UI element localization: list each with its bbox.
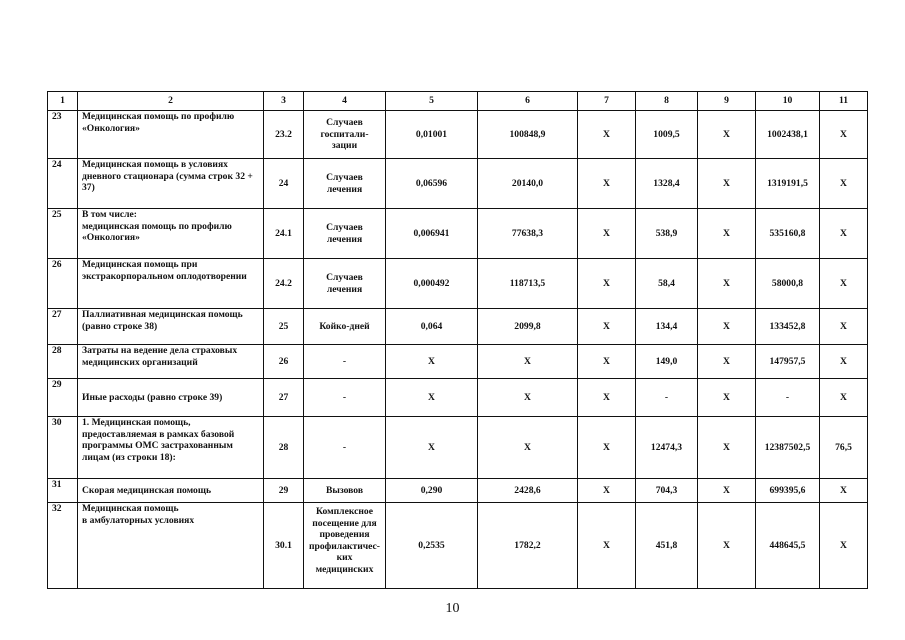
unit-cell: Случаев лечения — [304, 259, 386, 309]
table-cell: 538,9 — [636, 209, 698, 259]
row-name: Медицинская помощь в амбулаторных условиях — [78, 503, 264, 589]
table-cell: 0,290 — [386, 479, 478, 503]
table-cell: Х — [820, 259, 868, 309]
table-cell: 0,2535 — [386, 503, 478, 589]
unit-cell: - — [304, 417, 386, 479]
table-row — [48, 259, 868, 309]
table-cell: Х — [698, 417, 756, 479]
row-name: В том числе: медицинская помощь по профилю «Онкология» — [78, 209, 264, 259]
table-cell: Х — [698, 345, 756, 379]
unit-cell: - — [304, 379, 386, 417]
table-cell: 149,0 — [636, 345, 698, 379]
column-header: 10 — [756, 92, 820, 111]
table-cell: 58,4 — [636, 259, 698, 309]
table-row — [48, 479, 868, 503]
table-cell: Х — [820, 379, 868, 417]
row-number: 26 — [48, 259, 78, 309]
table-cell: Х — [698, 379, 756, 417]
table-cell: 76,5 — [820, 417, 868, 479]
table-cell: 0,006941 — [386, 209, 478, 259]
table-cell: - — [636, 379, 698, 417]
column-header: 11 — [820, 92, 868, 111]
table-cell: 451,8 — [636, 503, 698, 589]
table-cell: Х — [698, 111, 756, 159]
unit-cell: Койко-дней — [304, 309, 386, 345]
table-cell: Х — [578, 345, 636, 379]
column-header: 2 — [78, 92, 264, 111]
column-header: 3 — [264, 92, 304, 111]
unit-cell: Случаев лечения — [304, 209, 386, 259]
table-cell: Х — [578, 417, 636, 479]
table-cell: Х — [698, 209, 756, 259]
table-cell: Х — [478, 345, 578, 379]
document-table — [47, 91, 868, 589]
column-header: 9 — [698, 92, 756, 111]
row-name: Медицинская помощь по профилю «Онкология» — [78, 111, 264, 159]
row-number: 32 — [48, 503, 78, 589]
table-row — [48, 345, 868, 379]
unit-cell: Случаев лечения — [304, 159, 386, 209]
column-header: 8 — [636, 92, 698, 111]
table-cell: 20140,0 — [478, 159, 578, 209]
table-cell: 77638,3 — [478, 209, 578, 259]
table-cell: - — [756, 379, 820, 417]
row-name: Затраты на ведение дела страховых медицинских организаций — [78, 345, 264, 379]
unit-cell: Случаев госпитали-зации — [304, 111, 386, 159]
table-cell: 29 — [264, 479, 304, 503]
table-cell: 2428,6 — [478, 479, 578, 503]
table-cell: 100848,9 — [478, 111, 578, 159]
row-number: 30 — [48, 417, 78, 479]
table-cell: 448645,5 — [756, 503, 820, 589]
table-cell: 23.2 — [264, 111, 304, 159]
table-cell: Х — [578, 479, 636, 503]
header-row — [48, 92, 868, 111]
table-cell: 147957,5 — [756, 345, 820, 379]
row-number: 25 — [48, 209, 78, 259]
table-row — [48, 209, 868, 259]
unit-cell: Комплексное посещение для проведения профилактичес-ких медицинских — [304, 503, 386, 589]
row-name: Иные расходы (равно строке 39) — [78, 379, 264, 417]
table-cell: Х — [698, 159, 756, 209]
column-header: 6 — [478, 92, 578, 111]
table-cell: 25 — [264, 309, 304, 345]
table-cell: 0,06596 — [386, 159, 478, 209]
row-name: Скорая медицинская помощь — [78, 479, 264, 503]
table-cell: 12387502,5 — [756, 417, 820, 479]
table-cell: 24.1 — [264, 209, 304, 259]
table-cell: 1328,4 — [636, 159, 698, 209]
table-cell: Х — [820, 503, 868, 589]
table-cell: Х — [386, 417, 478, 479]
row-name: 1. Медицинская помощь, предоставляемая в рамках базовой программы ОМС застрахованным лицам (из строки 18): — [78, 417, 264, 479]
table-cell: Х — [820, 209, 868, 259]
table-cell: Х — [578, 379, 636, 417]
table-cell: 1002438,1 — [756, 111, 820, 159]
unit-cell: Вызовов — [304, 479, 386, 503]
page-number: 10 — [445, 601, 460, 616]
table-cell: Х — [698, 309, 756, 345]
table-cell: Х — [820, 111, 868, 159]
table-cell: 12474,3 — [636, 417, 698, 479]
table-row — [48, 379, 868, 417]
table-cell: 118713,5 — [478, 259, 578, 309]
column-header: 4 — [304, 92, 386, 111]
table-cell: 0,01001 — [386, 111, 478, 159]
table-cell: Х — [698, 503, 756, 589]
table-cell: 0,000492 — [386, 259, 478, 309]
table-cell: Х — [820, 159, 868, 209]
table-row — [48, 309, 868, 345]
row-name: Медицинская помощь при экстракорпоральном оплодотворении — [78, 259, 264, 309]
table-cell: Х — [386, 379, 478, 417]
table-cell: Х — [698, 259, 756, 309]
table-cell: 24 — [264, 159, 304, 209]
table-cell: Х — [578, 309, 636, 345]
unit-cell: - — [304, 345, 386, 379]
table-cell: 1782,2 — [478, 503, 578, 589]
table-cell: Х — [820, 309, 868, 345]
row-number: 29 — [48, 379, 78, 417]
row-number: 24 — [48, 159, 78, 209]
table-cell: 27 — [264, 379, 304, 417]
table-row — [48, 159, 868, 209]
table-cell: Х — [386, 345, 478, 379]
table-cell: 535160,8 — [756, 209, 820, 259]
table-cell: 0,064 — [386, 309, 478, 345]
column-header: 5 — [386, 92, 478, 111]
table-cell: 699395,6 — [756, 479, 820, 503]
row-name: Медицинская помощь в условиях дневного стационара (сумма строк 32 + 37) — [78, 159, 264, 209]
table-cell: Х — [578, 209, 636, 259]
table-cell: Х — [478, 417, 578, 479]
column-header: 7 — [578, 92, 636, 111]
table-cell: 1009,5 — [636, 111, 698, 159]
column-header: 1 — [48, 92, 78, 111]
table-cell: Х — [820, 479, 868, 503]
table-cell: 2099,8 — [478, 309, 578, 345]
table-cell: 28 — [264, 417, 304, 479]
table-cell: Х — [578, 259, 636, 309]
table-cell: 704,3 — [636, 479, 698, 503]
table-cell: Х — [820, 345, 868, 379]
table-cell: 24.2 — [264, 259, 304, 309]
row-number: 28 — [48, 345, 78, 379]
table-row — [48, 111, 868, 159]
row-name: Паллиативная медицинская помощь (равно строке 38) — [78, 309, 264, 345]
table-cell: 30.1 — [264, 503, 304, 589]
table-cell: Х — [698, 479, 756, 503]
table-cell: Х — [578, 503, 636, 589]
table-cell: 134,4 — [636, 309, 698, 345]
table-row — [48, 417, 868, 479]
table-cell: 26 — [264, 345, 304, 379]
table-cell: Х — [578, 111, 636, 159]
row-number: 31 — [48, 479, 78, 503]
table-cell: 58000,8 — [756, 259, 820, 309]
table-cell: 133452,8 — [756, 309, 820, 345]
table-cell: Х — [478, 379, 578, 417]
row-number: 27 — [48, 309, 78, 345]
row-number: 23 — [48, 111, 78, 159]
table-cell: Х — [578, 159, 636, 209]
table-cell: 1319191,5 — [756, 159, 820, 209]
table-row — [48, 503, 868, 589]
